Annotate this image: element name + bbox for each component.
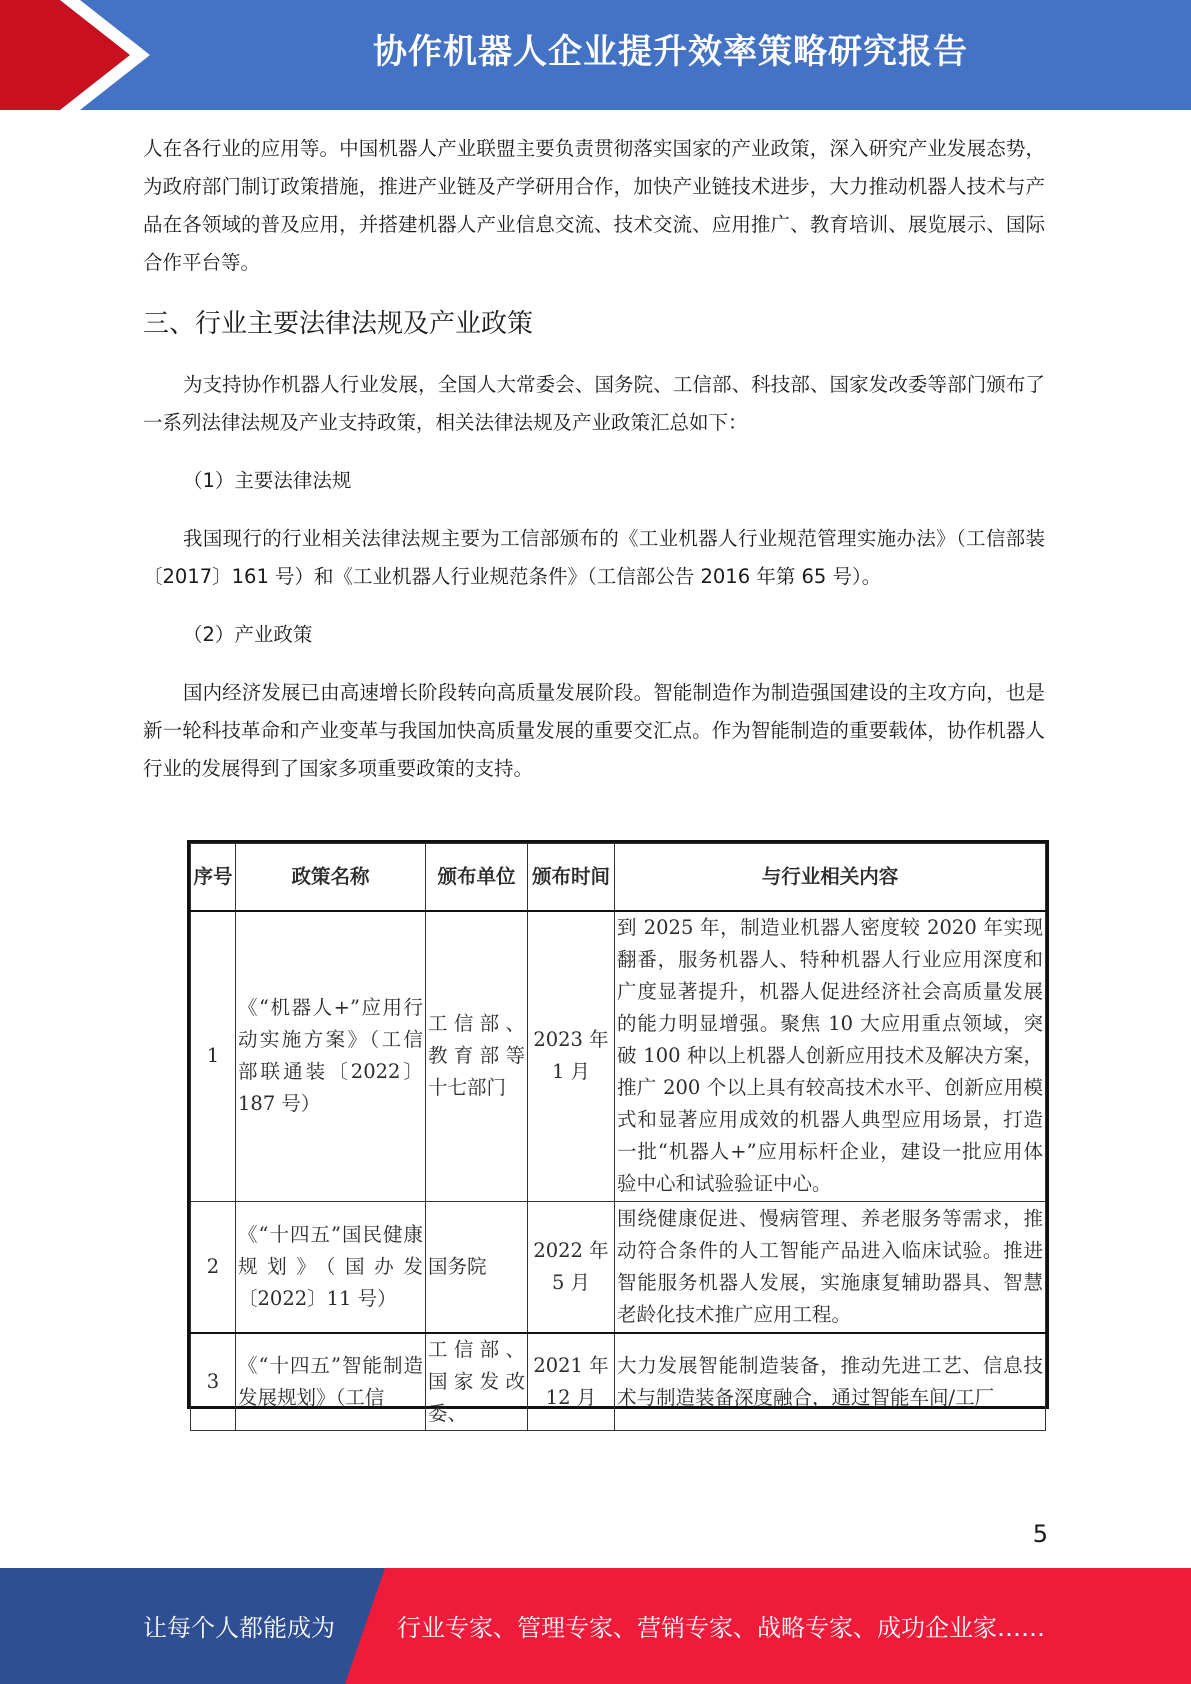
table-row (191, 1333, 1046, 1431)
cell-policy-name: 《“十四五”智能制造发展规划》（工信 (236, 1333, 426, 1431)
page-header (0, 0, 1191, 110)
page-content (143, 130, 1045, 788)
header-date: 颁布时间 (528, 844, 615, 912)
policy-paragraph: 国内经济发展已由高速增长阶段转向高质量发展阶段。智能制造作为制造强国建设的主攻方向，也是新一轮科技革命和产业变革与我国加快高质量发展的重要交汇点。作为智能制造的重要载体，协作机器人行业的发展得到了国家多项重要政策的支持。 (143, 681, 1045, 780)
cell-policy-name: 《“十四五”国民健康规划》（国办发〔2022〕11 号） (236, 1201, 426, 1333)
header-issuer: 颁布单位 (426, 844, 528, 912)
cell-date: 2023 年 1 月 (528, 911, 615, 1201)
cell-no: 2 (191, 1201, 236, 1333)
section-heading: 三、行业主要法律法规及产业政策 (143, 309, 534, 339)
table-header-row (191, 844, 1046, 912)
cell-content: 大力发展智能制造装备，推动先进工艺、信息技术与制造装备深度融合，通过智能车间/工厂 (615, 1333, 1046, 1431)
cell-issuer: 工信部、教育部等十七部门 (426, 911, 528, 1201)
cell-issuer: 工信部、国家发改委、 (426, 1333, 528, 1431)
cell-policy-name: 《“机器人+”应用行动实施方案》（工信部联通装〔2022〕187 号） (236, 911, 426, 1201)
cell-content: 到 2025 年，制造业机器人密度较 2020 年实现翻番，服务机器人、特种机器人行业应用深度和广度显著提升，机器人促进经济社会高质量发展的能力明显增强。聚焦 10 大应用重点领域，突破 100 种以上机器人创新应用技术及解决方案，推广 200 个以上具有较高技术水平、创新应用模式和显著应用成效的机器人典型应用场景，打造一批“机器人+”应用标杆企业，建设一批应用体验中心和试验验证中心。 (615, 911, 1046, 1201)
cell-no: 1 (191, 911, 236, 1201)
policy-table (187, 840, 1049, 1425)
footer-slogan-left: 让每个人都能成为 (143, 1614, 335, 1642)
subheading-laws: （1）主要法律法规 (183, 469, 352, 492)
cell-issuer: 国务院 (426, 1201, 528, 1333)
header-policy-name: 政策名称 (236, 844, 426, 912)
table-row (191, 911, 1046, 1201)
cell-date: 2021 年 12 月 (528, 1333, 615, 1431)
header-no: 序号 (191, 844, 236, 912)
footer-slogan-right: 行业专家、管理专家、营销专家、战略专家、成功企业家…… (397, 1614, 1045, 1642)
cell-content: 围绕健康促进、慢病管理、养老服务等需求，推动符合条件的人工智能产品进入临床试验。推进智能服务机器人发展，实施康复辅助器具、智慧老龄化技术推广应用工程。 (615, 1201, 1046, 1333)
intro-paragraph: 人在各行业的应用等。中国机器人产业联盟主要负责贯彻落实国家的产业政策，深入研究产业发展态势，为政府部门制订政策措施，推进产业链及产学研用合作，加快产业链技术进步，大力推动机器人技术与产品在各领域的普及应用，并搭建机器人产业信息交流、技术交流、应用推广、教育培训、展览展示、国际合作平台等。 (143, 137, 1045, 274)
laws-paragraph: 我国现行的行业相关法律法规主要为工信部颁布的《工业机器人行业规范管理实施办法》（工信部装〔2017〕161 号）和《工业机器人行业规范条件》（工信部公告 2016 年第 65 号）。 (143, 527, 1045, 588)
cell-date: 2022 年 5 月 (528, 1201, 615, 1333)
report-title: 协作机器人企业提升效率策略研究报告 (373, 32, 968, 72)
table-row (191, 1201, 1046, 1333)
page-footer (0, 1568, 1191, 1684)
section-intro: 为支持协作机器人行业发展，全国人大常委会、国务院、工信部、科技部、国家发改委等部门颁布了一系列法律法规及产业支持政策，相关法律法规及产业政策汇总如下： (143, 373, 1045, 434)
page-number: 5 (1032, 1520, 1048, 1548)
cell-no: 3 (191, 1333, 236, 1431)
header-content: 与行业相关内容 (615, 844, 1046, 912)
subheading-policy: （2）产业政策 (183, 623, 313, 646)
